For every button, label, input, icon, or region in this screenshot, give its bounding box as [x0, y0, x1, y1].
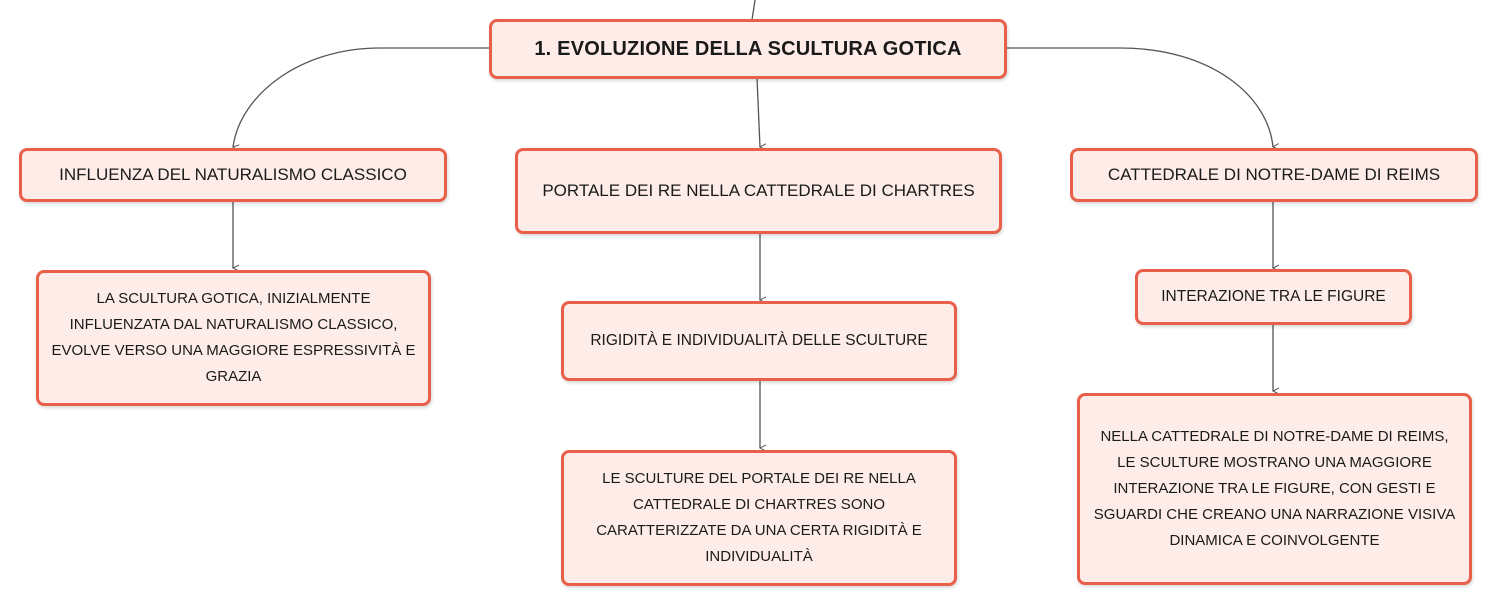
- branch-node-label: CATTEDRALE DI NOTRE-DAME DI REIMS: [1107, 165, 1441, 184]
- subtopic-label: RIGIDITÀ E INDIVIDUALITÀ DELLE SCULTURE: [590, 332, 928, 349]
- root-node-label: 1. EVOLUZIONE DELLA SCULTURA GOTICA: [534, 37, 962, 60]
- connector-root-to-branch-2: [757, 78, 760, 147]
- description-text: LE SCULTURE DEL PORTALE DEI RE NELLA CATTEDRALE DI CHARTRES SONO CARATTERIZZATE DA UNA CERTA RIGIDITÀ E INDIVIDUALITÀ: [596, 470, 922, 565]
- branch-node-reims[interactable]: [1070, 148, 1478, 202]
- connector-root-to-branch-1: [233, 48, 490, 147]
- description-node-naturalismo[interactable]: [36, 270, 431, 406]
- subtopic-label: INTERAZIONE TRA LE FIGURE: [1161, 288, 1386, 305]
- description-text: NELLA CATTEDRALE DI NOTRE-DAME DI REIMS, LE SCULTURE MOSTRANO UNA MAGGIORE INTERAZIONE TRA LE FIGURE, CON GESTI E SGUARDI CHE CREANO UNA NARRAZIONE VISIVA DINAMICA E COINVOLGENTE: [1093, 428, 1456, 549]
- branch-node-chartres[interactable]: [515, 148, 1002, 234]
- description-node-chartres[interactable]: [561, 450, 957, 586]
- description-text: LA SCULTURA GOTICA, INIZIALMENTE INFLUENZATA DAL NATURALISMO CLASSICO, EVOLVE VERSO UNA MAGGIORE ESPRESSIVITÀ E GRAZIA: [51, 290, 416, 385]
- root-node[interactable]: [489, 19, 1007, 79]
- connector-root-to-branch-3: [1006, 48, 1273, 147]
- branch-node-naturalismo[interactable]: [19, 148, 447, 202]
- connector-parent-to-root: [752, 0, 755, 20]
- branch-node-label: INFLUENZA DEL NATURALISMO CLASSICO: [59, 165, 407, 184]
- subtopic-node-interazione[interactable]: [1135, 269, 1412, 325]
- branch-node-label: PORTALE DEI RE NELLA CATTEDRALE DI CHARTRES: [542, 181, 975, 200]
- subtopic-node-rigidita[interactable]: [561, 301, 957, 381]
- description-node-reims[interactable]: [1077, 393, 1472, 585]
